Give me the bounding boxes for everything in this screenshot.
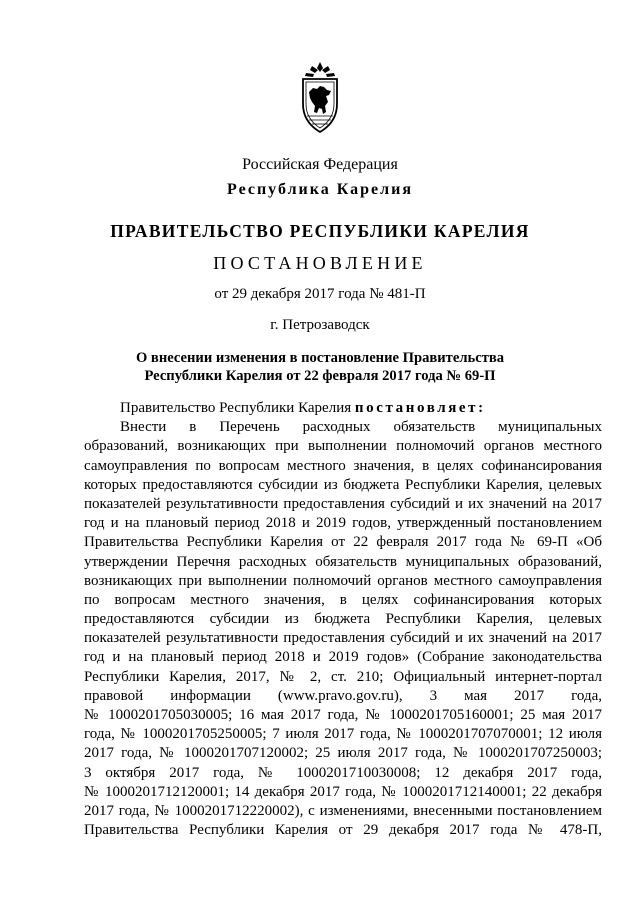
paragraph-line: правовой информации (www.pravo.gov.ru), 3 мая 2017 года, <box>84 687 602 704</box>
paragraph-line: года, № 1000201705250005; 7 июля 2017 года, № 1000201707070001; 12 июля <box>84 726 602 743</box>
paragraph-line: год и на плановый период 2018 и 2019 годов, утвержденный постановлением <box>84 515 602 532</box>
paragraph-line: № 1000201705030005; 16 мая 2017 года, № 1000201705160001; 25 мая 2017 <box>84 707 602 723</box>
government-title: ПРАВИТЕЛЬСТВО РЕСПУБЛИКИ КАРЕЛИЯ <box>110 221 530 241</box>
body-text <box>84 399 602 840</box>
paragraph-line: Внести в Перечень расходных обязательств муниципальных <box>120 419 602 436</box>
city: г. Петрозаводск <box>270 317 370 333</box>
paragraph-line: показателей результативности предоставления субсидий и их значений на 2017 <box>84 630 602 647</box>
paragraph-line: утверждении Перечня расходных обязательств муниципальных образований, <box>84 553 602 570</box>
paragraph-line: 3 октября 2017 года, № 1000201710030008; 12 декабря 2017 года, <box>84 764 602 781</box>
intro-text: Правительство Республики Карелия <box>120 400 355 416</box>
subject-line-2: Республики Карелия от 22 февраля 2017 года № 69-П <box>144 368 496 384</box>
subject-line-1: О внесении изменения в постановление Правительства <box>135 350 505 366</box>
paragraph-line: которых предоставляются субсидии из бюджета Республики Карелия, целевых <box>84 476 602 493</box>
paragraph-line: по вопросам местного значения, в целях софинансирования которых <box>84 591 602 608</box>
republic-title: Республика Карелия <box>227 181 413 198</box>
paragraph-line: возникающих при выполнении полномочий органов местного самоуправления <box>84 572 602 589</box>
document-type: ПОСТАНОВЛЕНИЕ <box>213 253 427 273</box>
paragraph-line: Правительства Республики Карелия от 29 декабря 2017 года № 478-П, <box>84 822 602 839</box>
paragraph-line: 2017 года, № 1000201707120002; 25 июля 2017 года, № 1000201707250003; <box>84 745 602 762</box>
paragraph-line: год и на плановый период 2018 и 2019 годов» (Собрание законодательства <box>84 649 602 666</box>
intro-line <box>84 399 602 418</box>
paragraph-line: Республики Карелия, 2017, № 2, ст. 210; Официальный интернет-портал <box>84 668 602 685</box>
paragraph-line: № 1000201712120001; 14 декабря 2017 года, № 1000201712140001; 22 декабря <box>84 783 602 800</box>
country-title: Российская Федерация <box>242 156 398 173</box>
karelia-coat-of-arms-icon <box>296 62 344 134</box>
paragraph-line: самоуправления по вопросам местного значения, в целях софинансирования <box>84 457 602 474</box>
paragraph-line: показателей результативности предоставления субсидий и их значений на 2017 <box>84 495 602 512</box>
paragraph-line: Правительства Республики Карелия от 22 февраля 2017 года № 69-П «Об <box>84 534 602 551</box>
date-number: от 29 декабря 2017 года № 481-П <box>214 286 426 302</box>
paragraph-line: предоставляются субсидии из бюджета Республики Карелия, целевых <box>84 611 602 628</box>
paragraph-line: 2017 года, № 1000201712220002), с изменениями, внесенными постановлением <box>84 802 602 819</box>
paragraph-line: образований, возникающих при выполнении полномочий органов местного <box>84 438 602 455</box>
intro-resolution-word: постановляет: <box>354 400 486 416</box>
